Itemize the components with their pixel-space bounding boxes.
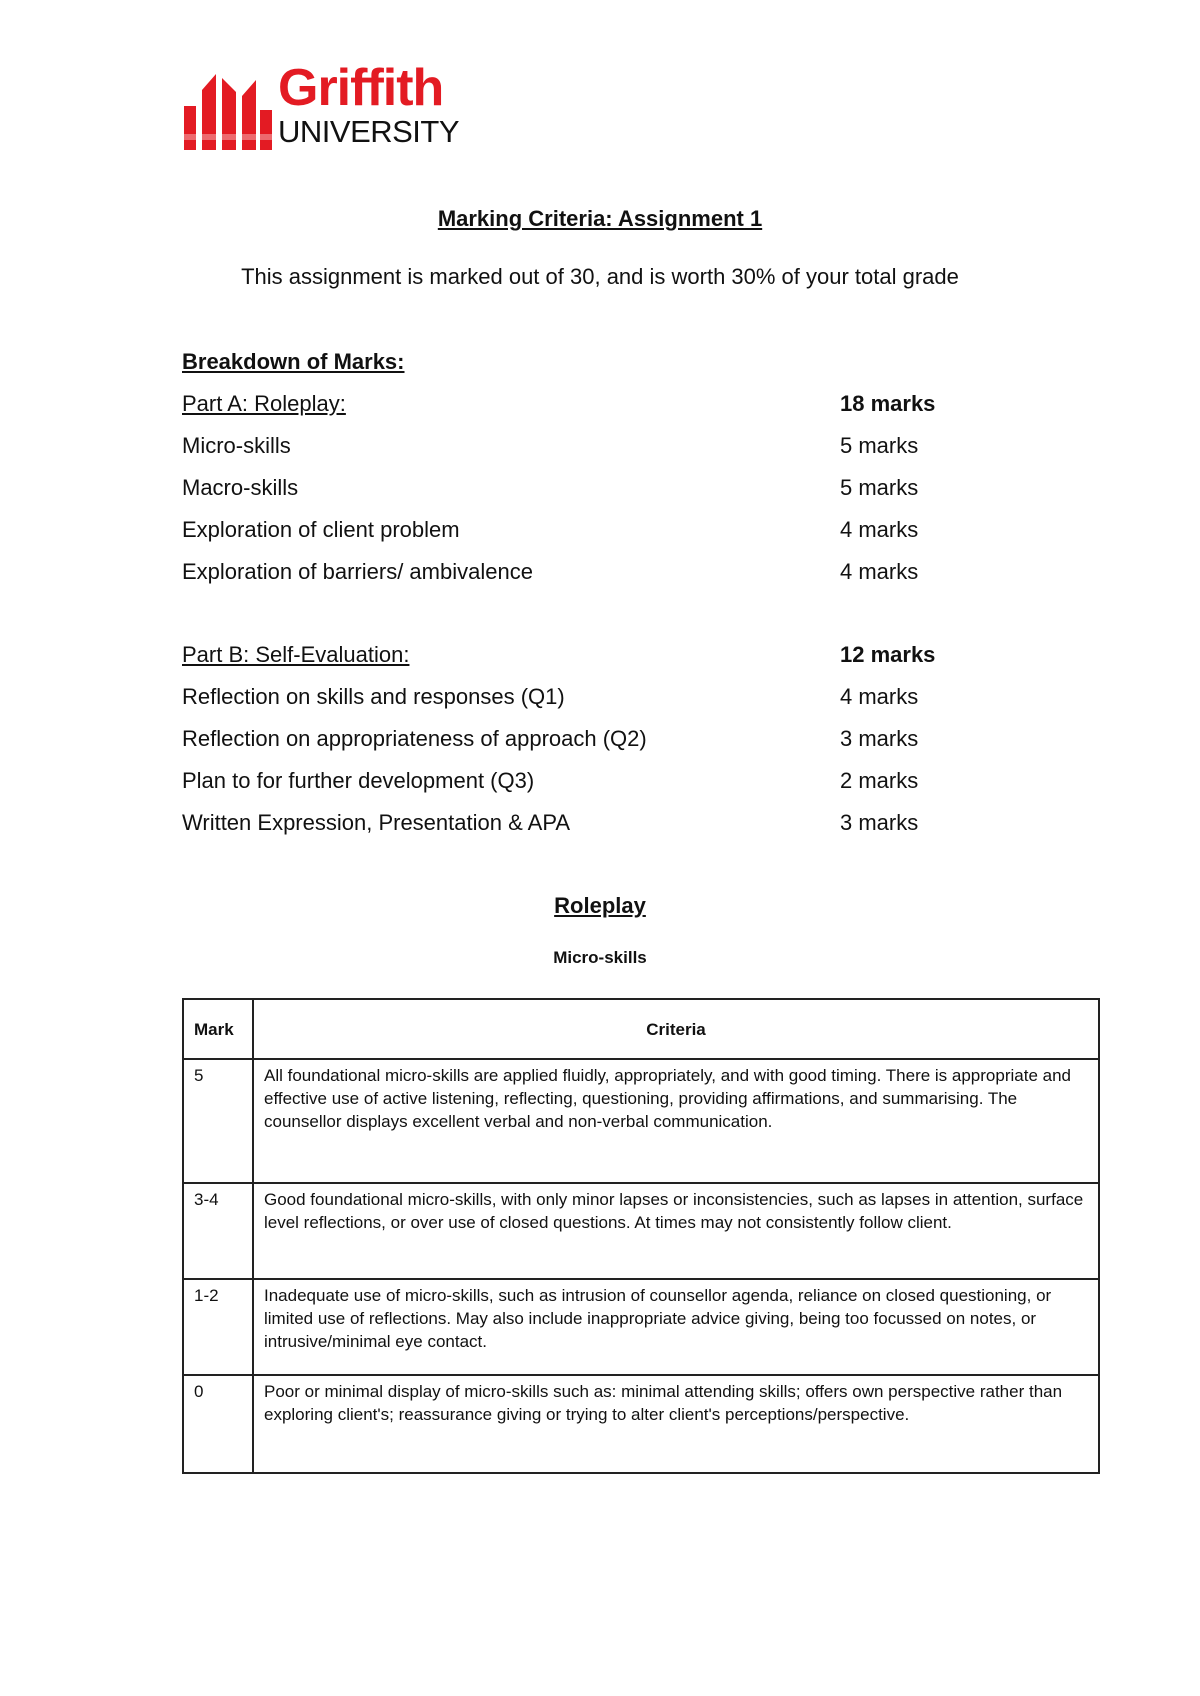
item-label: Plan to for further development (Q3): [182, 768, 535, 793]
breakdown-heading: Breakdown of Marks:: [182, 349, 405, 374]
part-b-row: [182, 642, 982, 684]
mark-column-header: Mark: [183, 999, 253, 1059]
criteria-column-header: Criteria: [253, 999, 1099, 1059]
item-label: Macro-skills: [182, 475, 299, 500]
item-label: Exploration of client problem: [182, 517, 460, 542]
breakdown-item: [182, 559, 982, 601]
item-marks: 4 marks: [840, 517, 919, 542]
item-label: Exploration of barriers/ ambivalence: [182, 559, 533, 584]
item-marks: 3 marks: [840, 726, 919, 751]
item-label: Micro-skills: [182, 433, 291, 458]
logo-wordmark: Griffith: [278, 59, 444, 117]
part-b-marks: 12 marks: [840, 642, 936, 667]
item-marks: 3 marks: [840, 810, 919, 835]
griffith-university-logo: [182, 59, 482, 154]
item-marks: 4 marks: [840, 684, 919, 709]
breakdown-item: [182, 810, 982, 852]
table-row: [183, 1183, 1099, 1279]
part-b-label: Part B: Self-Evaluation:: [182, 642, 410, 667]
document-title: Marking Criteria: Assignment 1: [437, 206, 763, 231]
item-marks: 4 marks: [840, 559, 919, 584]
micro-skills-criteria-table: [182, 998, 1100, 1474]
breakdown-item: [182, 726, 982, 768]
item-marks: 2 marks: [840, 768, 919, 793]
section-subtitle: Micro-skills: [553, 948, 647, 967]
part-a-label: Part A: Roleplay:: [182, 391, 346, 416]
mark-cell: 1-2: [183, 1279, 253, 1375]
table-row: [183, 1279, 1099, 1375]
item-marks: 5 marks: [840, 475, 919, 500]
breakdown-item: [182, 433, 982, 475]
marks-breakdown: [182, 349, 982, 852]
griffith-crest-icon: [182, 70, 274, 152]
logo-subtitle: UNIVERSITY: [278, 114, 460, 149]
criteria-cell: Inadequate use of micro-skills, such as intrusion of counsellor agenda, reliance on closed questioning, or limited use of reflections. May also include inappropriate advice giving, being too focussed on notes, or intrusive/minimal eye contact.: [253, 1279, 1099, 1375]
part-a-marks: 18 marks: [840, 391, 936, 416]
criteria-cell: All foundational micro-skills are applied fluidly, appropriately, and with good timing. There is appropriate and effective use of active listening, reflecting, questioning, providing affirmations, and summarising. The counsellor displays excellent verbal and non-verbal communication.: [253, 1059, 1099, 1183]
breakdown-item: [182, 768, 982, 810]
section-title: Roleplay: [554, 893, 646, 918]
breakdown-item: [182, 475, 982, 517]
criteria-cell: Poor or minimal display of micro-skills such as: minimal attending skills; offers own perspective rather than exploring client's; reassurance giving or trying to alter client's perceptions/perspective.: [253, 1375, 1099, 1473]
table-row: [183, 1375, 1099, 1473]
criteria-cell: Good foundational micro-skills, with only minor lapses or inconsistencies, such as lapses in attention, surface level reflections, or over use of closed questions. At times may not consistently follow client.: [253, 1183, 1099, 1279]
mark-cell: 0: [183, 1375, 253, 1473]
item-label: Reflection on appropriateness of approach (Q2): [182, 726, 647, 751]
mark-cell: 3-4: [183, 1183, 253, 1279]
breakdown-item: [182, 684, 982, 726]
item-label: Reflection on skills and responses (Q1): [182, 684, 565, 709]
table-header-row: [183, 999, 1099, 1059]
breakdown-item: [182, 517, 982, 559]
table-row: [183, 1059, 1099, 1183]
mark-cell: 5: [183, 1059, 253, 1183]
document-subtitle: This assignment is marked out of 30, and is worth 30% of your total grade: [241, 264, 959, 289]
part-a-row: [182, 391, 982, 433]
item-marks: 5 marks: [840, 433, 919, 458]
breakdown-spacer: [182, 601, 982, 642]
item-label: Written Expression, Presentation & APA: [182, 810, 571, 835]
